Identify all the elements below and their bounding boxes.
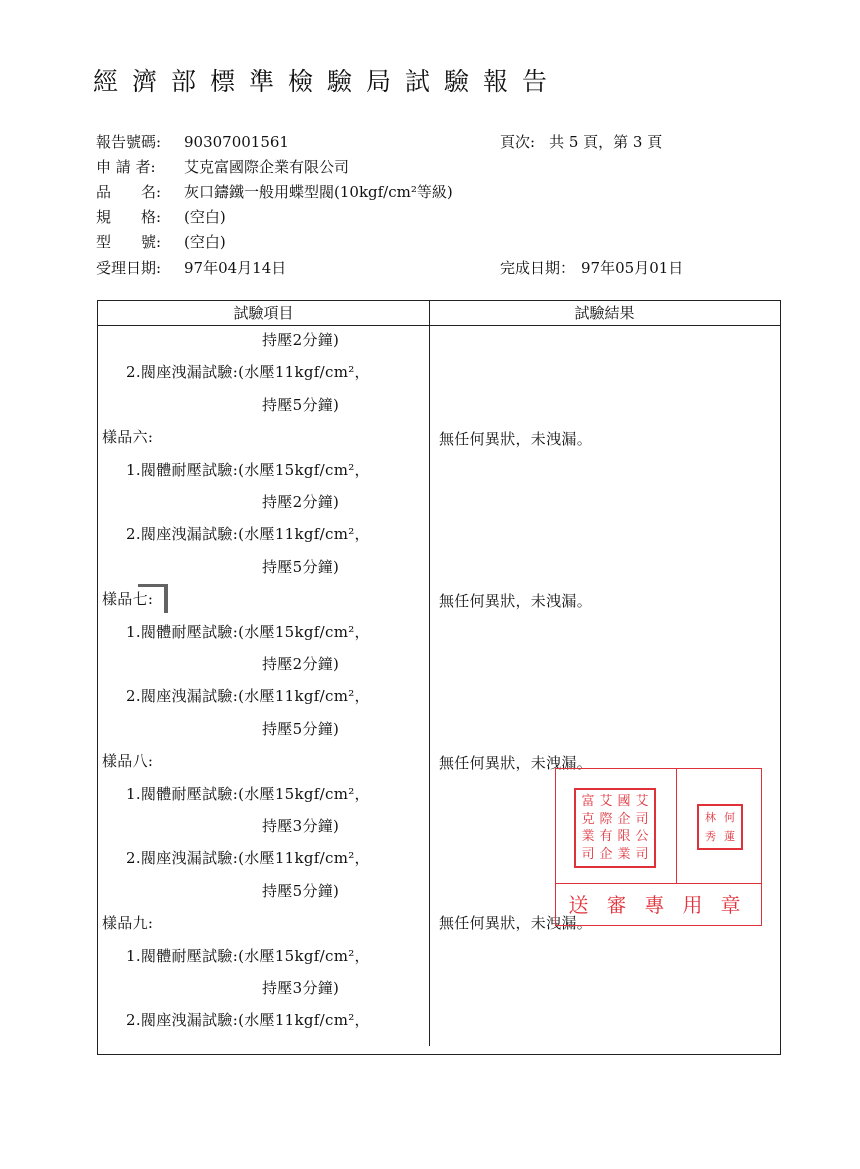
column-divider [429, 301, 430, 1046]
test-item-line: 持壓5分鐘) [262, 882, 340, 900]
seal-glyph: 業 [617, 846, 631, 862]
test-results-table [97, 300, 781, 1055]
seal-glyph: 業 [581, 829, 595, 845]
seal-glyph: 司 [635, 811, 649, 827]
seal-glyph: 際 [599, 811, 613, 827]
stamp-divider-vertical [676, 769, 677, 883]
product-name-label: 品 名: [96, 183, 162, 201]
report-number-row [96, 131, 289, 153]
spec-label: 規 格: [96, 208, 162, 226]
applicant-value: 艾克富國際企業有限公司 [184, 158, 350, 176]
test-item-line: 1.閥體耐壓試驗:(水壓15kgf/cm²， [126, 947, 370, 965]
spec-row [96, 206, 226, 228]
applicant-label: 申 請 者: [96, 158, 156, 176]
seal-glyph: 國 [617, 794, 631, 810]
sample-heading: 樣品九: [102, 914, 154, 932]
personal-seal-icon [697, 804, 743, 850]
page-number [500, 131, 662, 153]
review-seal-stamp [555, 768, 762, 926]
ink-blot-mark [138, 584, 168, 613]
result-sample-7: 無任何異狀，未洩漏。 [439, 592, 593, 610]
result-sample-8: 無任何異狀，未洩漏。 [439, 754, 593, 772]
seal-glyph: 司 [635, 846, 649, 862]
stamp-divider-horizontal [556, 883, 761, 884]
test-item-line: 2.閥座洩漏試驗:(水壓11kgf/cm²， [126, 687, 370, 705]
completed-date [500, 257, 683, 279]
applicant-row [96, 156, 349, 178]
test-item-line: 持壓3分鐘) [262, 817, 340, 835]
seal-glyph: 林 [705, 811, 716, 824]
test-item-line: 1.閥體耐壓試驗:(水壓15kgf/cm²， [126, 785, 370, 803]
result-sample-9: 無任何異狀，未洩漏。 [439, 914, 593, 932]
product-name-value: 灰口鑄鐵一般用蝶型閥(10kgf/cm²等級) [184, 183, 453, 201]
page-title: 經濟部標準檢驗局試驗報告 [93, 67, 562, 96]
test-item-line: 2.閥座洩漏試驗:(水壓11kgf/cm²， [126, 525, 370, 543]
product-name-row [96, 181, 453, 203]
sample-heading: 樣品八: [102, 752, 154, 770]
page-label: 頁次: [500, 133, 536, 151]
result-sample-6: 無任何異狀，未洩漏。 [439, 430, 593, 448]
header-test-result: 試驗結果 [574, 304, 635, 322]
seal-glyph: 艾 [635, 794, 649, 810]
test-item-line: 2.閥座洩漏試驗:(水壓11kgf/cm²， [126, 849, 370, 867]
page-value: 共 5 頁，第 3 頁 [549, 133, 663, 151]
test-item-line: 持壓5分鐘) [262, 720, 340, 738]
company-seal-icon [574, 788, 656, 868]
seal-glyph: 企 [599, 846, 613, 862]
model-value: (空白) [184, 233, 226, 251]
header-test-item: 試驗項目 [233, 304, 294, 322]
table-header [98, 301, 780, 326]
seal-glyph: 富 [581, 794, 595, 810]
test-item-line: 持壓2分鐘) [262, 493, 340, 511]
seal-glyph: 有 [599, 829, 613, 845]
test-item-line: 2.閥座洩漏試驗:(水壓11kgf/cm²， [126, 363, 370, 381]
test-item-line: 持壓5分鐘) [262, 396, 340, 414]
seal-glyph: 何 [724, 811, 735, 824]
test-item-line: 持壓5分鐘) [262, 558, 340, 576]
seal-glyph: 秀 [705, 830, 716, 843]
test-item-line: 2.閥座洩漏試驗:(水壓11kgf/cm²， [126, 1011, 370, 1029]
test-item-line: 持壓2分鐘) [262, 331, 340, 349]
seal-glyph: 企 [617, 811, 631, 827]
report-number-value: 90307001561 [184, 133, 289, 151]
test-item-line: 1.閥體耐壓試驗:(水壓15kgf/cm²， [126, 623, 370, 641]
seal-glyph: 限 [617, 829, 631, 845]
seal-glyph: 司 [581, 846, 595, 862]
seal-glyph: 蓮 [724, 830, 735, 843]
completed-date-value: 97年05月01日 [581, 259, 684, 277]
received-date-label: 受理日期: [96, 259, 162, 277]
seal-glyph: 克 [581, 811, 595, 827]
sample-heading: 樣品六: [102, 428, 154, 446]
test-item-line: 1.閥體耐壓試驗:(水壓15kgf/cm²， [126, 461, 370, 479]
spec-value: (空白) [184, 208, 226, 226]
seal-glyph: 艾 [599, 794, 613, 810]
received-date-value: 97年04月14日 [184, 259, 287, 277]
model-label: 型 號: [96, 233, 162, 251]
test-item-line: 持壓3分鐘) [262, 979, 340, 997]
completed-date-label: 完成日期： [500, 259, 576, 277]
test-item-line: 持壓2分鐘) [262, 655, 340, 673]
seal-glyph: 公 [635, 829, 649, 845]
model-row [96, 231, 226, 253]
received-date-row [96, 257, 286, 279]
stamp-label: 送審專用章 [568, 893, 759, 917]
sample-heading: 樣品七: [102, 590, 154, 608]
report-number-label: 報告號碼: [96, 133, 162, 151]
